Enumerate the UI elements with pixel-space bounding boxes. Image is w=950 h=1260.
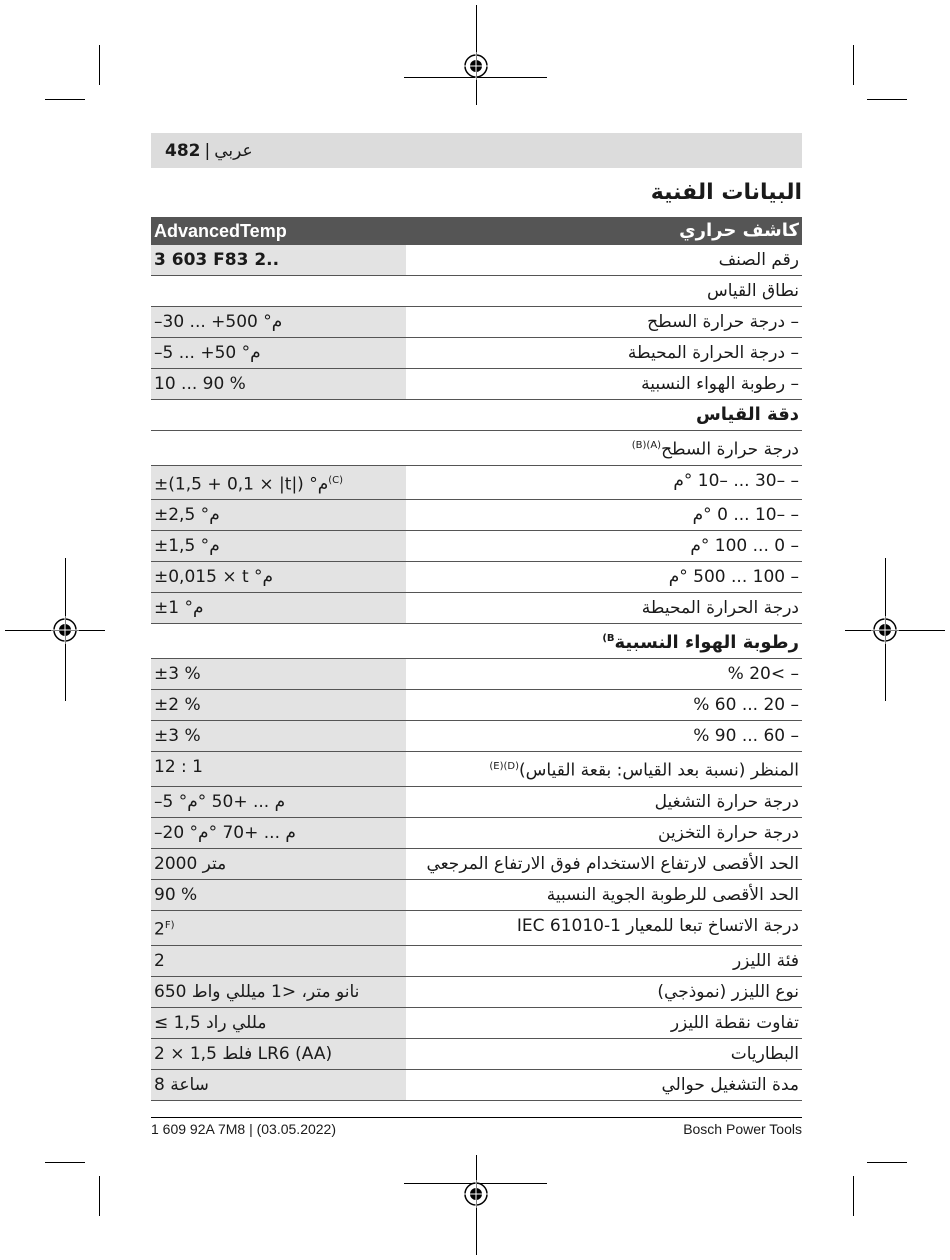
spec-value: [151, 465, 406, 500]
spec-row: [151, 976, 802, 1007]
spec-row: [151, 369, 802, 400]
spec-label-text: – 0 ... 100 °م: [690, 536, 799, 557]
spec-label: [406, 690, 802, 721]
spec-row: [151, 690, 802, 721]
spec-label: [406, 593, 802, 624]
spec-label-text: تفاوت نقطة الليزر: [670, 1012, 799, 1033]
footnote-marker: (D)(E): [489, 761, 520, 773]
spec-label-text: البطاريات: [730, 1043, 799, 1064]
spec-label-text: – درجة الحرارة المحيطة: [627, 343, 799, 363]
page-header: [151, 133, 802, 168]
spec-row: [151, 1007, 802, 1038]
spec-label: [406, 945, 802, 976]
footnote-marker: (A)(B): [631, 440, 662, 451]
spec-label: [406, 531, 802, 562]
spec-label-text: – 60 ... 90 %: [693, 726, 799, 747]
spec-label-text: – >20 %: [727, 664, 799, 685]
spec-row: [151, 593, 802, 624]
spec-value-text: ±0,015 × t °م: [154, 567, 274, 588]
spec-row: [151, 624, 802, 659]
spec-value: [151, 659, 406, 690]
header-separator: |: [204, 140, 211, 161]
spec-table-header: [151, 217, 802, 245]
spec-value-text: –20 °م ... +70 °م: [154, 822, 296, 843]
spec-label-text: المنظر (نسبة بعد القياس: بقعة القياس): [519, 760, 799, 781]
spec-label: [406, 465, 802, 500]
spec-label: [406, 879, 802, 910]
spec-value: [151, 817, 406, 848]
spec-row: [151, 721, 802, 752]
spec-label: [406, 338, 802, 369]
spec-label-text: – –10 ... 0 °م: [692, 505, 799, 526]
page-footer: [151, 1117, 802, 1137]
spec-value: [151, 1069, 406, 1100]
spec-value: [151, 531, 406, 562]
page-number: 482: [165, 140, 201, 161]
spec-label: [406, 400, 802, 431]
spec-value-text: ±3 %: [154, 726, 201, 747]
spec-value-text: 2: [154, 919, 165, 940]
spec-row: [151, 531, 802, 562]
spec-label-text: – 100 ... 500 °م: [668, 567, 799, 588]
spec-value: [151, 624, 406, 659]
spec-value: [151, 945, 406, 976]
spec-row: [151, 659, 802, 690]
spec-label-text: مدة التشغيل حوالي: [661, 1074, 799, 1095]
spec-row: [151, 879, 802, 910]
registration-target-icon: [462, 52, 490, 80]
spec-value-text: ±(1,5 + 0,1 × |t|) °م: [154, 474, 329, 495]
spec-value-text: ±1,5 °م: [154, 536, 220, 557]
spec-row: [151, 1069, 802, 1100]
spec-value-text: ≤ 1,5 مللي راد: [154, 1012, 267, 1033]
spec-label: [406, 624, 802, 659]
spec-value: [151, 431, 406, 466]
spec-value-text: 10 ... 90 %: [154, 374, 246, 394]
spec-label-text: الحد الأقصى للرطوبة الجوية النسبية: [546, 884, 799, 905]
spec-row: [151, 431, 802, 466]
spec-row: [151, 848, 802, 879]
crop-mark: [853, 1176, 854, 1216]
spec-row: [151, 1038, 802, 1069]
spec-value-text: ±1 °م: [154, 598, 204, 619]
spec-value-text: –5 °م ... +50 °م: [154, 791, 286, 812]
spec-label-text: درجة الحرارة المحيطة: [641, 598, 799, 619]
spec-label: [406, 659, 802, 690]
spec-row: [151, 752, 802, 787]
spec-value: [151, 1038, 406, 1069]
spec-row: [151, 276, 802, 307]
crop-mark: [867, 99, 907, 100]
crop-mark: [45, 99, 85, 100]
registration-target-icon: [871, 616, 899, 644]
spec-row: [151, 562, 802, 593]
spec-value: [151, 848, 406, 879]
spec-value: [151, 276, 406, 307]
registration-target-icon: [462, 1180, 490, 1208]
spec-row: [151, 500, 802, 531]
header-label: كاشف حراري: [406, 217, 802, 245]
spec-label: [406, 1007, 802, 1038]
spec-label: [406, 562, 802, 593]
header-language: عربي: [214, 140, 253, 161]
spec-value: [151, 721, 406, 752]
spec-label: [406, 245, 802, 276]
spec-row: [151, 307, 802, 338]
spec-value: [151, 500, 406, 531]
spec-value: [151, 593, 406, 624]
spec-label: [406, 369, 802, 400]
spec-value: [151, 910, 406, 945]
spec-label-text: رطوبة الهواء النسبية: [614, 632, 799, 654]
spec-value: [151, 562, 406, 593]
spec-label: [406, 752, 802, 787]
spec-label-text: الحد الأقصى لارتفاع الاستخدام فوق الارتفاع المرجعي: [426, 853, 799, 874]
spec-value-text: 8 ساعة: [154, 1074, 209, 1095]
spec-label-text: – 20 ... 60 %: [693, 695, 799, 716]
crop-mark: [45, 1162, 85, 1163]
footnote-marker: (C): [328, 474, 344, 486]
spec-label-text: رقم الصنف: [718, 250, 799, 270]
spec-label: [406, 848, 802, 879]
spec-label-text: نطاق القياس: [706, 281, 799, 301]
spec-value: [151, 1007, 406, 1038]
crop-mark: [853, 45, 854, 85]
spec-value: [151, 338, 406, 369]
spec-row: [151, 400, 802, 431]
spec-value-text: ±2,5 °م: [154, 505, 220, 526]
footnote-marker: B): [602, 633, 615, 645]
spec-label: [406, 910, 802, 945]
spec-label: [406, 307, 802, 338]
spec-label-text: – رطوبة الهواء النسبية: [641, 374, 799, 394]
registration-target-icon: [51, 616, 79, 644]
spec-value: [151, 879, 406, 910]
spec-label-text: درجة الاتساخ تبعا للمعيار IEC 61010-1: [516, 915, 799, 936]
crop-mark: [867, 1162, 907, 1163]
spec-value-text: 12 : 1: [154, 757, 203, 778]
spec-value-text: ±3 %: [154, 664, 201, 685]
spec-label: [406, 721, 802, 752]
spec-label-text: درجة حرارة التخزين: [658, 822, 799, 843]
footer-doc-id: 1 609 92A 7M8 | (03.05.2022): [151, 1121, 336, 1137]
spec-value-text: 3 603 F83 2..: [154, 250, 280, 270]
spec-label: [406, 276, 802, 307]
spec-value: [151, 786, 406, 817]
spec-row: [151, 786, 802, 817]
spec-label: [406, 1069, 802, 1100]
crop-mark: [99, 45, 100, 85]
header-value: AdvancedTemp: [151, 217, 406, 245]
spec-value: [151, 976, 406, 1007]
footer-brand: Bosch Power Tools: [683, 1121, 802, 1137]
spec-value-text: 90 %: [154, 884, 198, 905]
spec-label: [406, 500, 802, 531]
spec-value: [151, 307, 406, 338]
crop-mark: [99, 1176, 100, 1216]
spec-value-text: –5 ... +50 °م: [154, 343, 261, 363]
spec-value-text: –30 ... +500 °م: [154, 312, 283, 332]
spec-value-text: 2000 متر: [154, 853, 227, 874]
spec-label: [406, 1038, 802, 1069]
spec-table: [151, 217, 802, 1101]
spec-row: [151, 910, 802, 945]
spec-value-text: 2 × 1,5 فلط LR6 (AA): [154, 1043, 333, 1064]
spec-label: [406, 786, 802, 817]
section-title: البيانات الفنية: [650, 180, 802, 205]
spec-value-text: 2: [154, 950, 165, 971]
spec-value: [151, 245, 406, 276]
spec-label-text: نوع الليزر (نموذجي): [657, 981, 799, 1002]
spec-label-text: درجة حرارة السطح: [661, 439, 799, 460]
spec-row: [151, 245, 802, 276]
spec-value-text: 650 نانو متر، <1 ميللي واط: [154, 981, 360, 1002]
spec-row: [151, 817, 802, 848]
footnote-marker: F): [164, 919, 175, 931]
spec-label: [406, 431, 802, 466]
spec-label-text: درجة حرارة التشغيل: [654, 791, 799, 812]
spec-row: [151, 465, 802, 500]
spec-label: [406, 817, 802, 848]
spec-value: [151, 690, 406, 721]
spec-row: [151, 338, 802, 369]
spec-value: [151, 400, 406, 431]
spec-label-text: – درجة حرارة السطح: [647, 312, 799, 332]
spec-label: [406, 976, 802, 1007]
spec-value-text: ±2 %: [154, 695, 201, 716]
spec-value: [151, 369, 406, 400]
spec-row: [151, 945, 802, 976]
spec-value: [151, 752, 406, 787]
spec-label-text: دقة القياس: [695, 404, 799, 425]
spec-label-text: فئة الليزر: [732, 950, 799, 971]
spec-label-text: – –30 ... –10 °م: [673, 470, 799, 491]
